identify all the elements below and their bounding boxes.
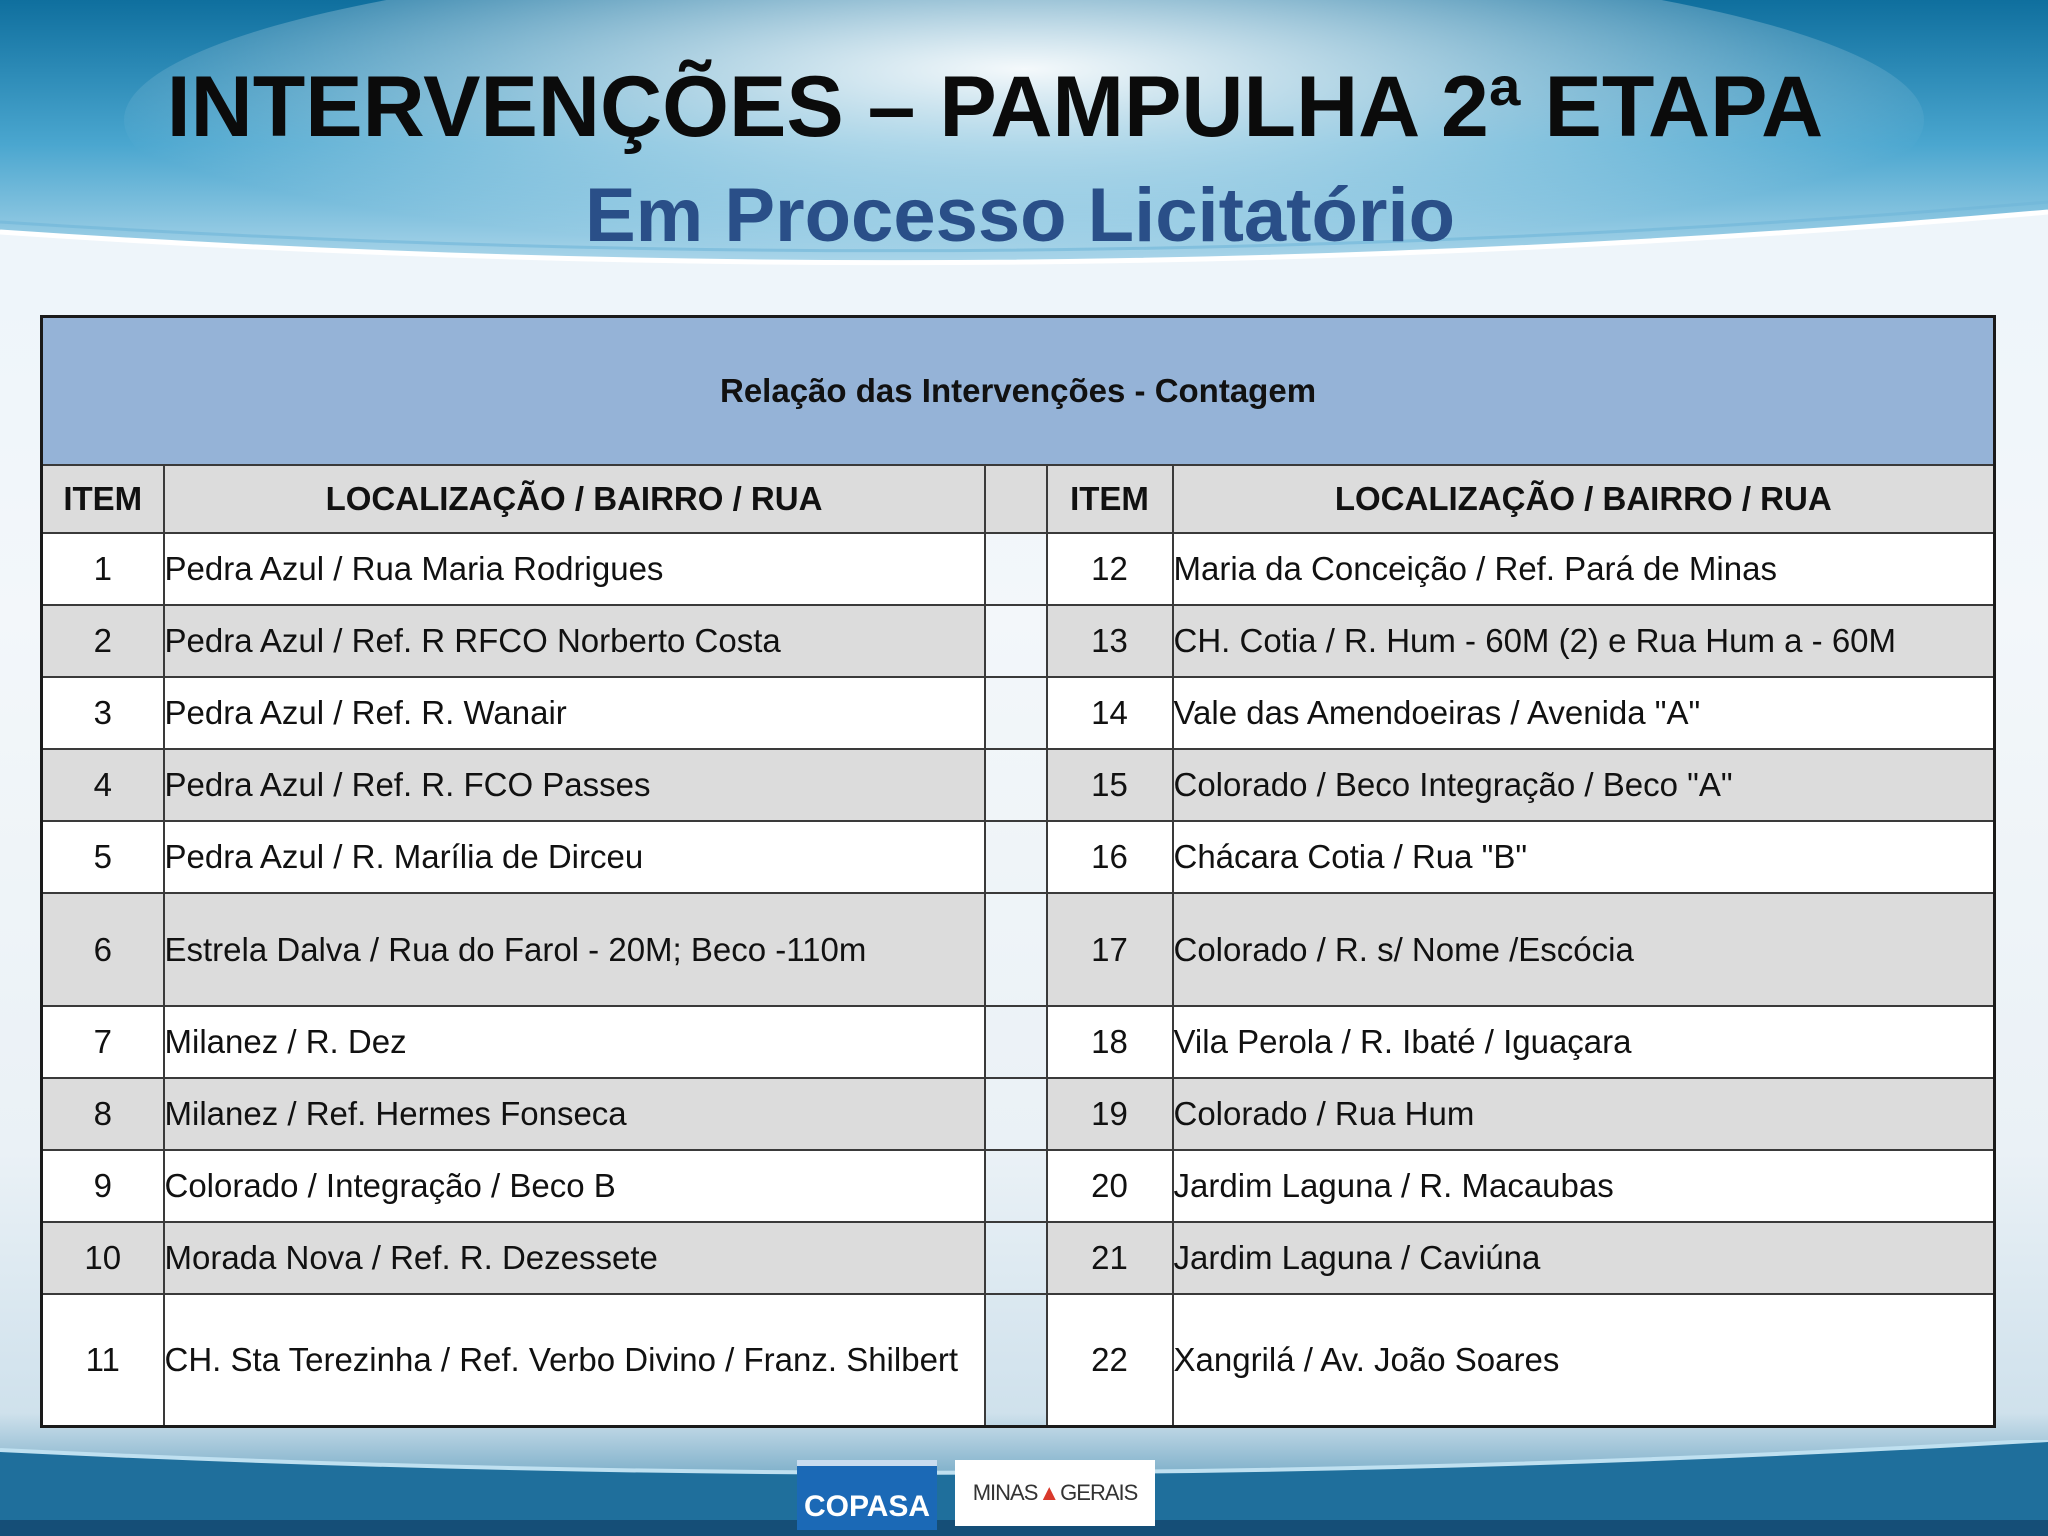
item-location: Morada Nova / Ref. R. Dezessete: [164, 1222, 985, 1294]
item-number: 17: [1047, 893, 1173, 1006]
column-header-location-right: LOCALIZAÇÃO / BAIRRO / RUA: [1173, 465, 1995, 533]
column-gap: [985, 1150, 1047, 1222]
minas-gerais-logo: [955, 1460, 1155, 1526]
item-location: Pedra Azul / Rua Maria Rodrigues: [164, 533, 985, 605]
item-number: 9: [42, 1150, 164, 1222]
copasa-logo-text: COPASA: [803, 1490, 931, 1523]
item-number: 21: [1047, 1222, 1173, 1294]
item-number: 12: [1047, 533, 1173, 605]
page-title: INTERVENÇÕES – PAMPULHA 2ª ETAPA: [166, 59, 1824, 155]
item-number: 2: [42, 605, 164, 677]
table-row: [42, 893, 1995, 1006]
item-location: Jardim Laguna / Caviúna: [1173, 1222, 1995, 1294]
item-number: 19: [1047, 1078, 1173, 1150]
item-number: 3: [42, 677, 164, 749]
item-number: 6: [42, 893, 164, 1006]
item-number: 11: [42, 1294, 164, 1426]
column-gap: [985, 677, 1047, 749]
column-header-location-left: LOCALIZAÇÃO / BAIRRO / RUA: [164, 465, 985, 533]
item-number: 7: [42, 1006, 164, 1078]
item-number: 18: [1047, 1006, 1173, 1078]
table-row: [42, 1150, 1995, 1222]
column-gap: [985, 1006, 1047, 1078]
page-subtitle: Em Processo Licitatório: [584, 173, 1456, 258]
item-location: Vila Perola / R. Ibaté / Iguaçara: [1173, 1006, 1995, 1078]
item-location: Pedra Azul / R. Marília de Dirceu: [164, 821, 985, 893]
footer-logos: [797, 1460, 1155, 1530]
table-row: [42, 1222, 1995, 1294]
table-row: [42, 605, 1995, 677]
table-row: [42, 1006, 1995, 1078]
item-location: Milanez / R. Dez: [164, 1006, 985, 1078]
table-row: [42, 749, 1995, 821]
item-number: 4: [42, 749, 164, 821]
column-gap: [985, 465, 1047, 533]
column-header-item-left: ITEM: [42, 465, 164, 533]
item-location: Pedra Azul / Ref. R RFCO Norberto Costa: [164, 605, 985, 677]
item-location: Vale das Amendoeiras / Avenida "A": [1173, 677, 1995, 749]
item-location: CH. Cotia / R. Hum - 60M (2) e Rua Hum a - 60M: [1173, 605, 1995, 677]
item-number: 10: [42, 1222, 164, 1294]
table-row: [42, 677, 1995, 749]
item-number: 14: [1047, 677, 1173, 749]
item-location: Maria da Conceição / Ref. Pará de Minas: [1173, 533, 1995, 605]
item-location: Pedra Azul / Ref. R. FCO Passes: [164, 749, 985, 821]
item-number: 20: [1047, 1150, 1173, 1222]
table-row: [42, 1294, 1995, 1426]
copasa-logo: [797, 1460, 937, 1530]
item-location: Xangrilá / Av. João Soares: [1173, 1294, 1995, 1426]
column-gap: [985, 1294, 1047, 1426]
column-gap: [985, 749, 1047, 821]
item-location: CH. Sta Terezinha / Ref. Verbo Divino / Franz. Shilbert: [164, 1294, 985, 1426]
minas-gerais-logo-left: MINAS: [972, 1480, 1038, 1505]
table-row: [42, 533, 1995, 605]
item-number: 15: [1047, 749, 1173, 821]
item-location: Estrela Dalva / Rua do Farol - 20M; Beco -110m: [164, 893, 985, 1006]
table-caption: Relação das Intervenções - Contagem: [42, 317, 1995, 466]
column-gap: [985, 533, 1047, 605]
column-gap: [985, 1078, 1047, 1150]
item-location: Colorado / Rua Hum: [1173, 1078, 1995, 1150]
item-location: Colorado / Beco Integração / Beco "A": [1173, 749, 1995, 821]
triangle-icon: ▲: [1038, 1480, 1060, 1505]
column-header-item-right: ITEM: [1047, 465, 1173, 533]
column-gap: [985, 605, 1047, 677]
item-number: 22: [1047, 1294, 1173, 1426]
item-location: Chácara Cotia / Rua "B": [1173, 821, 1995, 893]
item-location: Pedra Azul / Ref. R. Wanair: [164, 677, 985, 749]
item-location: Colorado / R. s/ Nome /Escócia: [1173, 893, 1995, 1006]
table-row: [42, 1078, 1995, 1150]
item-number: 5: [42, 821, 164, 893]
item-number: 13: [1047, 605, 1173, 677]
item-location: Colorado / Integração / Beco B: [164, 1150, 985, 1222]
item-number: 1: [42, 533, 164, 605]
item-number: 8: [42, 1078, 164, 1150]
table-row: [42, 821, 1995, 893]
column-gap: [985, 893, 1047, 1006]
item-number: 16: [1047, 821, 1173, 893]
item-location: Jardim Laguna / R. Macaubas: [1173, 1150, 1995, 1222]
column-gap: [985, 821, 1047, 893]
item-location: Milanez / Ref. Hermes Fonseca: [164, 1078, 985, 1150]
minas-gerais-logo-right: GERAIS: [1060, 1480, 1138, 1505]
header-wave-background: [0, 0, 2048, 320]
interventions-table: [40, 315, 1996, 1428]
column-gap: [985, 1222, 1047, 1294]
